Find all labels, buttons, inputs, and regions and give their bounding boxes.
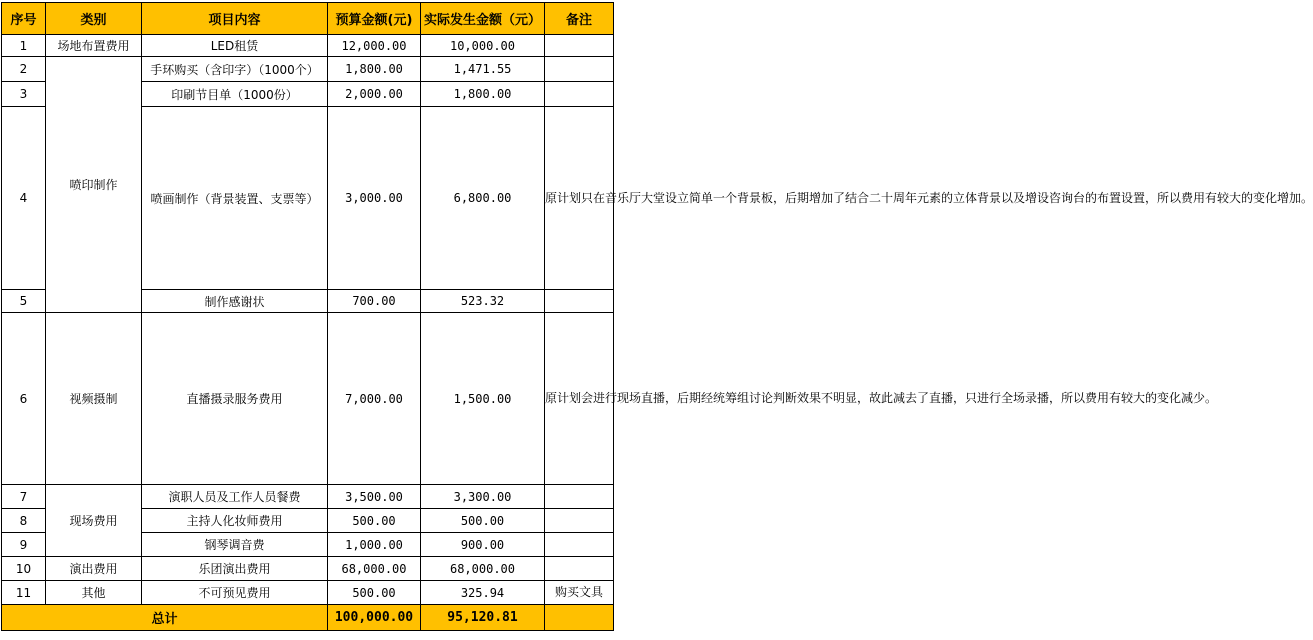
cell-note[interactable]: 原计划会进行现场直播，后期经统筹组讨论判断效果不明显，故此减去了直播，只进行全场录播，所以费用有较大的变化减少。 [545, 313, 614, 485]
total-label[interactable]: 总计 [2, 605, 328, 631]
table-row [2, 485, 614, 509]
cell-item[interactable]: 演职人员及工作人员餐费 [142, 485, 328, 509]
cell-note[interactable] [545, 557, 614, 581]
cell-seq[interactable]: 6 [2, 313, 46, 485]
cell-seq[interactable]: 10 [2, 557, 46, 581]
cell-seq[interactable]: 5 [2, 290, 46, 313]
cell-item[interactable]: 直播摄录服务费用 [142, 313, 328, 485]
cell-actual[interactable]: 1,800.00 [421, 82, 545, 107]
cell-budget[interactable]: 7,000.00 [328, 313, 421, 485]
cell-budget[interactable]: 1,000.00 [328, 533, 421, 557]
cell-note[interactable]: 原计划只在音乐厅大堂设立简单一个背景板，后期增加了结合二十周年元素的立体背景以及增设咨询台的布置设置，所以费用有较大的变化增加。 [545, 107, 614, 290]
cell-note[interactable] [545, 35, 614, 57]
cell-seq[interactable]: 4 [2, 107, 46, 290]
cell-seq[interactable]: 7 [2, 485, 46, 509]
cell-item[interactable]: LED租赁 [142, 35, 328, 57]
cell-actual[interactable]: 900.00 [421, 533, 545, 557]
cell-item[interactable]: 不可预见费用 [142, 581, 328, 605]
header-item[interactable]: 项目内容 [142, 3, 328, 35]
total-actual[interactable]: 95,120.81 [421, 605, 545, 631]
cell-budget[interactable]: 3,500.00 [328, 485, 421, 509]
cell-item[interactable]: 主持人化妆师费用 [142, 509, 328, 533]
cell-actual[interactable]: 500.00 [421, 509, 545, 533]
cell-budget[interactable]: 2,000.00 [328, 82, 421, 107]
cell-seq[interactable]: 3 [2, 82, 46, 107]
cell-budget[interactable]: 1,800.00 [328, 57, 421, 82]
total-note-cell[interactable] [545, 605, 614, 631]
expense-table [1, 2, 1313, 631]
cell-category[interactable]: 视频摄制 [46, 313, 142, 485]
cell-actual[interactable]: 523.32 [421, 290, 545, 313]
cell-category[interactable]: 喷印制作 [46, 57, 142, 313]
header-actual[interactable]: 实际发生金额（元） [421, 3, 545, 35]
cell-actual[interactable]: 325.94 [421, 581, 545, 605]
table-row [2, 557, 614, 581]
cell-budget[interactable]: 700.00 [328, 290, 421, 313]
cell-item[interactable]: 喷画制作（背景装置、支票等） [142, 107, 328, 290]
cell-item[interactable]: 钢琴调音费 [142, 533, 328, 557]
cell-seq[interactable]: 8 [2, 509, 46, 533]
cell-budget[interactable]: 68,000.00 [328, 557, 421, 581]
cell-actual[interactable]: 3,300.00 [421, 485, 545, 509]
cell-item[interactable]: 印刷节目单（1000份） [142, 82, 328, 107]
cell-note[interactable] [545, 533, 614, 557]
cell-item[interactable]: 制作感谢状 [142, 290, 328, 313]
header-row [2, 3, 614, 35]
cell-budget[interactable]: 3,000.00 [328, 107, 421, 290]
cell-actual[interactable]: 1,500.00 [421, 313, 545, 485]
cell-actual[interactable]: 10,000.00 [421, 35, 545, 57]
cell-actual[interactable]: 68,000.00 [421, 557, 545, 581]
cell-seq[interactable]: 9 [2, 533, 46, 557]
cell-budget[interactable]: 500.00 [328, 509, 421, 533]
table-row [2, 57, 614, 82]
cell-item[interactable]: 乐团演出费用 [142, 557, 328, 581]
cell-note[interactable]: 购买文具 [545, 581, 614, 605]
cell-budget[interactable]: 12,000.00 [328, 35, 421, 57]
table-row [2, 581, 614, 605]
table-row [2, 35, 614, 57]
cell-note[interactable] [545, 290, 614, 313]
header-note[interactable]: 备注 [545, 3, 614, 35]
cell-note[interactable] [545, 509, 614, 533]
header-seq[interactable]: 序号 [2, 3, 46, 35]
cell-actual[interactable]: 6,800.00 [421, 107, 545, 290]
cell-budget[interactable]: 500.00 [328, 581, 421, 605]
cell-actual[interactable]: 1,471.55 [421, 57, 545, 82]
cell-note[interactable] [545, 82, 614, 107]
cell-note[interactable] [545, 57, 614, 82]
cell-seq[interactable]: 1 [2, 35, 46, 57]
cell-seq[interactable]: 11 [2, 581, 46, 605]
total-row [2, 605, 614, 631]
cell-seq[interactable]: 2 [2, 57, 46, 82]
cell-note[interactable] [545, 485, 614, 509]
cell-category[interactable]: 其他 [46, 581, 142, 605]
total-budget[interactable]: 100,000.00 [328, 605, 421, 631]
cell-category[interactable]: 场地布置费用 [46, 35, 142, 57]
table-row [2, 313, 614, 485]
cell-item[interactable]: 手环购买（含印字）（1000个） [142, 57, 328, 82]
cell-category[interactable]: 演出费用 [46, 557, 142, 581]
cell-category[interactable]: 现场费用 [46, 485, 142, 557]
header-category[interactable]: 类别 [46, 3, 142, 35]
header-budget[interactable]: 预算金额(元) [328, 3, 421, 35]
